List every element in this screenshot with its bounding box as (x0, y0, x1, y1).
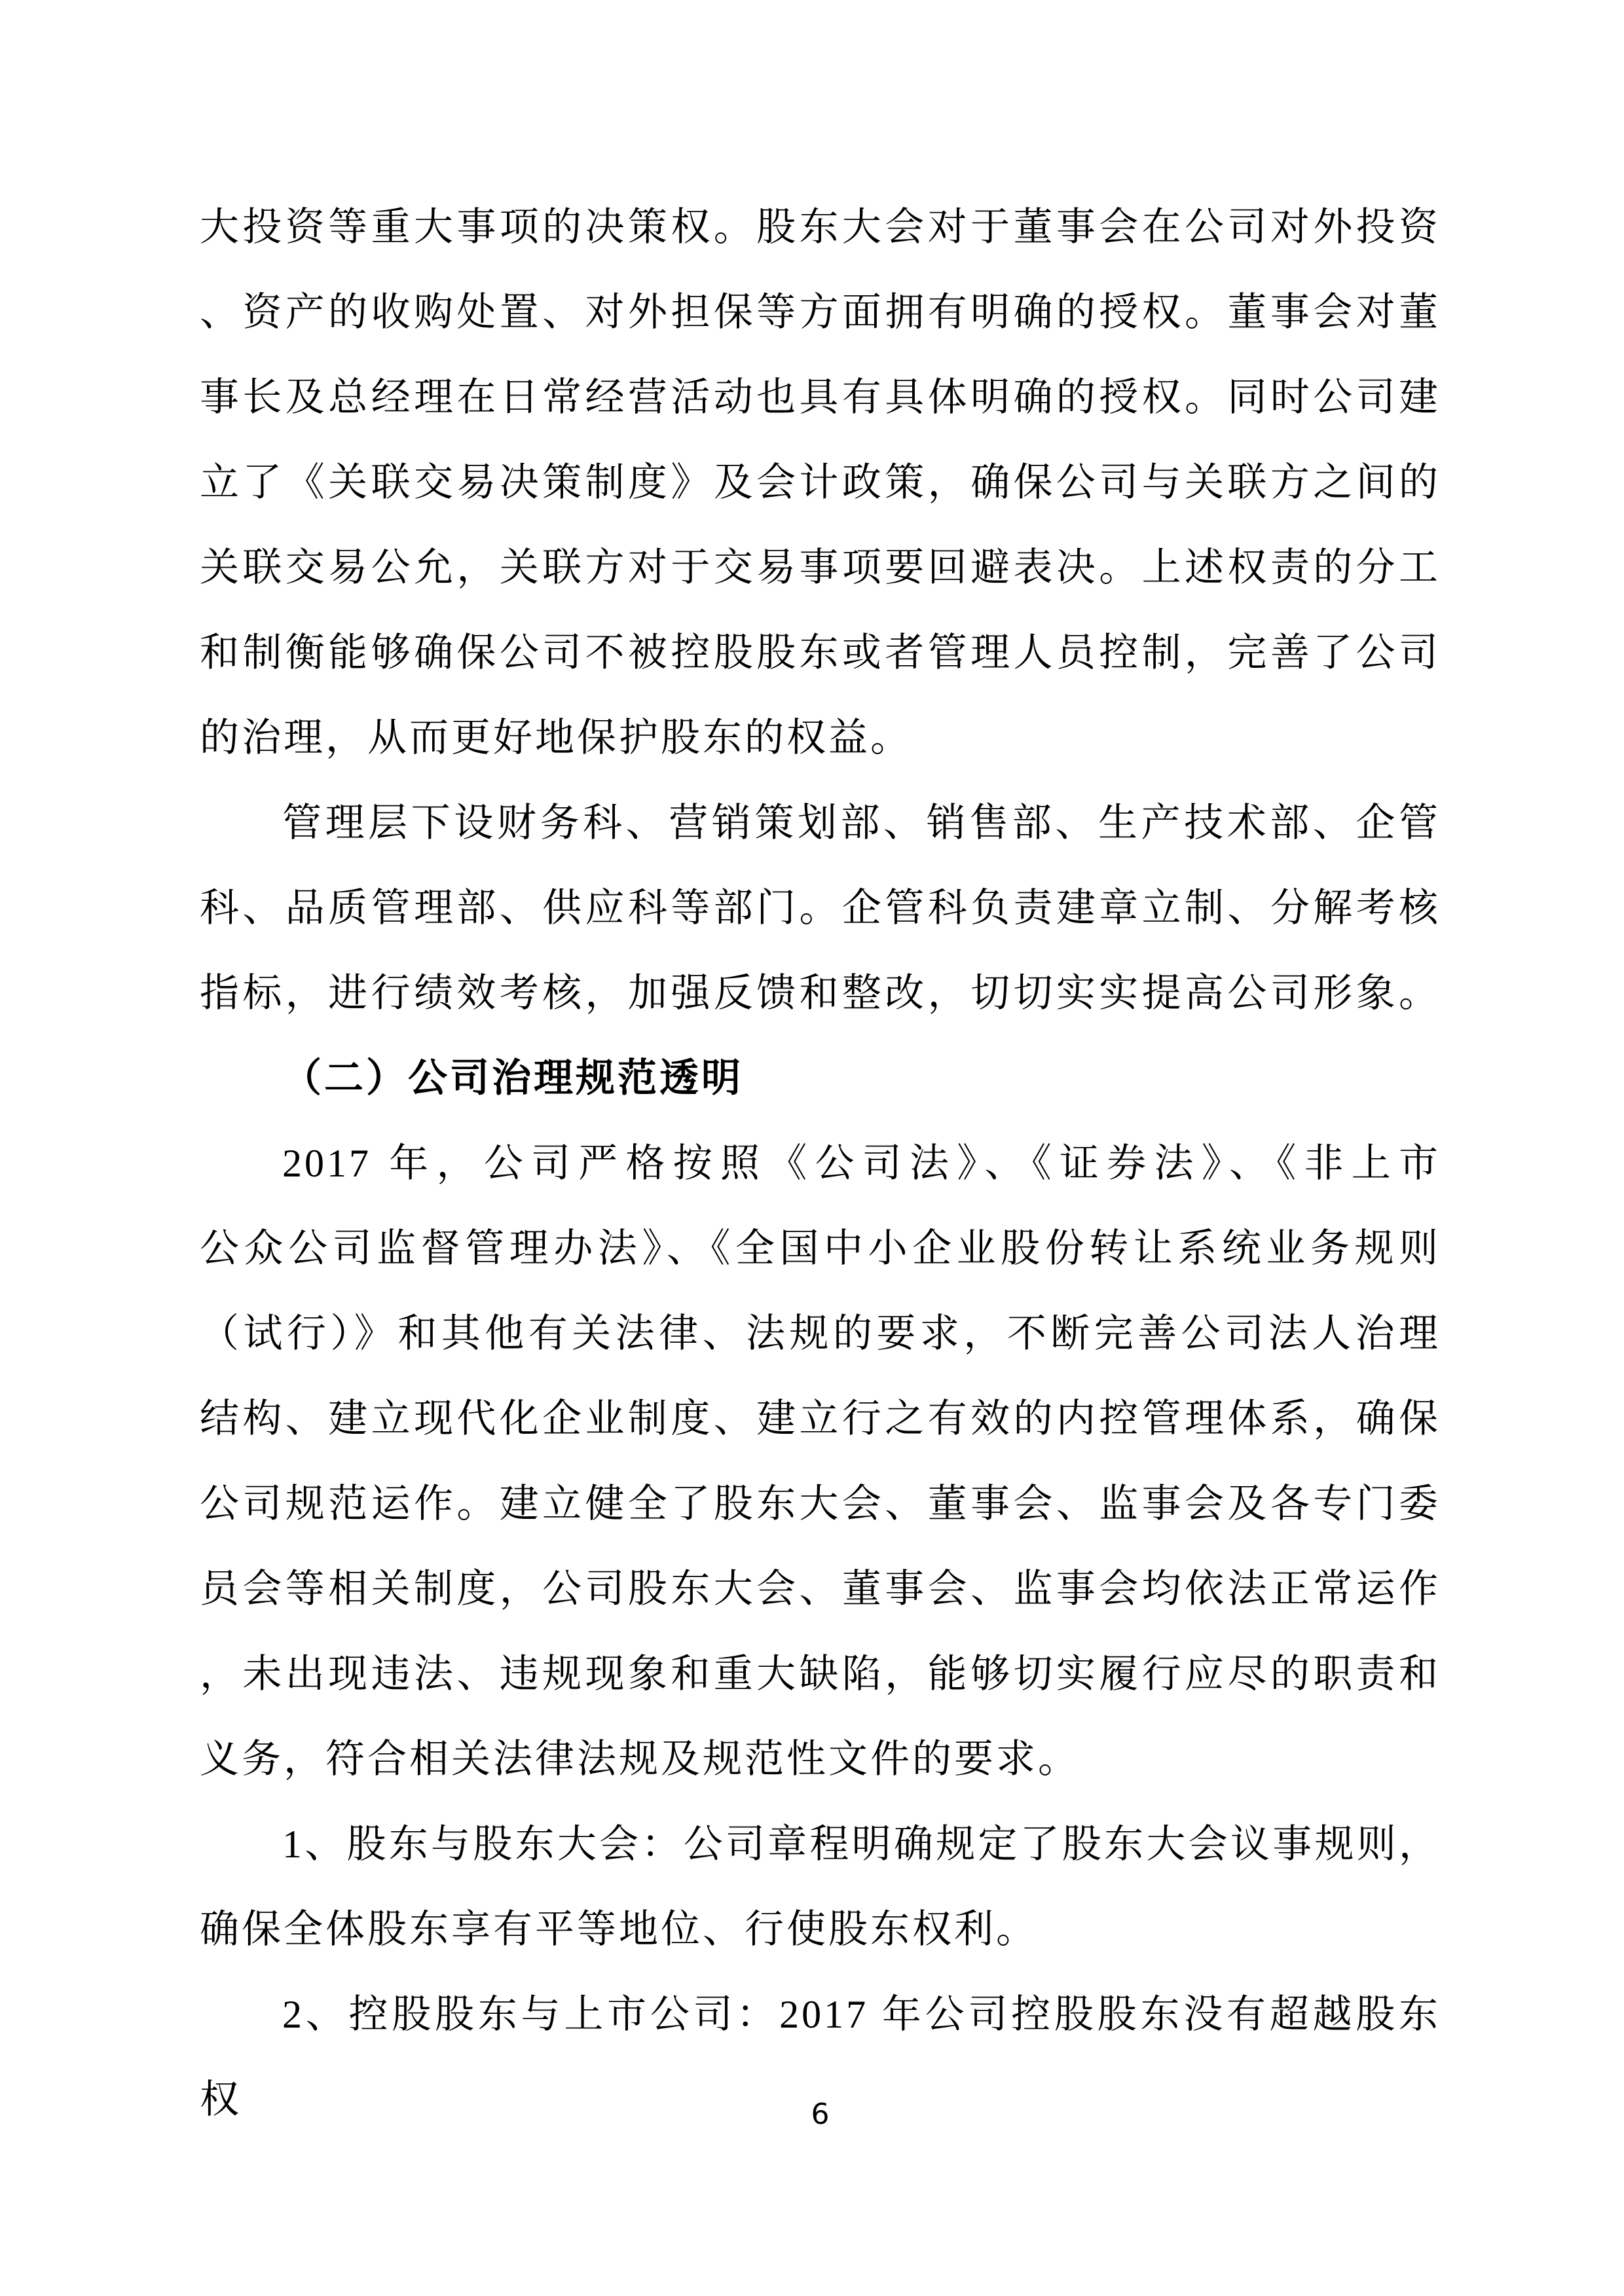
text-line: 公众公司监督管理办法》、《全国中小企业股份转让系统业务规则 (200, 1227, 1441, 1270)
text-line: 科、品质管理部、供应科等部门。企管科负责建章立制、分解考核 (200, 886, 1441, 930)
section-heading: （二）公司治理规范透明 (282, 1057, 743, 1100)
text-line: 事长及总经理在日常经营活动也具有具体明确的授权。同时公司建 (200, 376, 1441, 419)
page-number: 6 (811, 2098, 830, 2131)
list-item-line: 2、控股股东与上市公司：2017 年公司控股股东没有超越股东权 (200, 1993, 1441, 2121)
text-line: 、资产的收购处置、对外担保等方面拥有明确的授权。董事会对董 (200, 291, 1441, 334)
text-line: 管理层下设财务科、营销策划部、销售部、生产技术部、企管 (282, 801, 1441, 845)
text-line: 和制衡能够确保公司不被控股股东或者管理人员控制，完善了公司 (200, 631, 1441, 674)
text-line: 公司规范运作。建立健全了股东大会、董事会、监事会及各专门委 (200, 1482, 1441, 1525)
text-line: 员会等相关制度，公司股东大会、董事会、监事会均依法正常运作 (200, 1567, 1441, 1611)
text-line: 义务，符合相关法律法规及规范性文件的要求。 (200, 1738, 1080, 1781)
text-line: 关联交易公允，关联方对于交易事项要回避表决。上述权责的分工 (200, 546, 1441, 589)
page-body (200, 185, 1441, 2121)
text-line: 结构、建立现代化企业制度、建立行之有效的内控管理体系，确保 (200, 1397, 1441, 1440)
text-line: 指标，进行绩效考核，加强反馈和整改，切切实实提高公司形象。 (200, 972, 1441, 1015)
text-line: 的治理，从而更好地保护股东的权益。 (200, 716, 912, 759)
list-item-line: 1、股东与股东大会：公司章程明确规定了股东大会议事规则， (282, 1823, 1441, 1866)
text-line: 2017 年，公司严格按照《公司法》、《证券法》、《非上市 (282, 1142, 1441, 1185)
text-line: 确保全体股东享有平等地位、行使股东权利。 (200, 1908, 1038, 1951)
text-line: 大投资等重大事项的决策权。股东大会对于董事会在公司对外投资 (200, 206, 1441, 249)
text-line: ，未出现违法、违规现象和重大缺陷，能够切实履行应尽的职责和 (200, 1652, 1441, 1696)
text-line: （试行）》和其他有关法律、法规的要求，不断完善公司法人治理 (200, 1312, 1441, 1355)
text-line: 立了《关联交易决策制度》及会计政策，确保公司与关联方之间的 (200, 461, 1441, 504)
